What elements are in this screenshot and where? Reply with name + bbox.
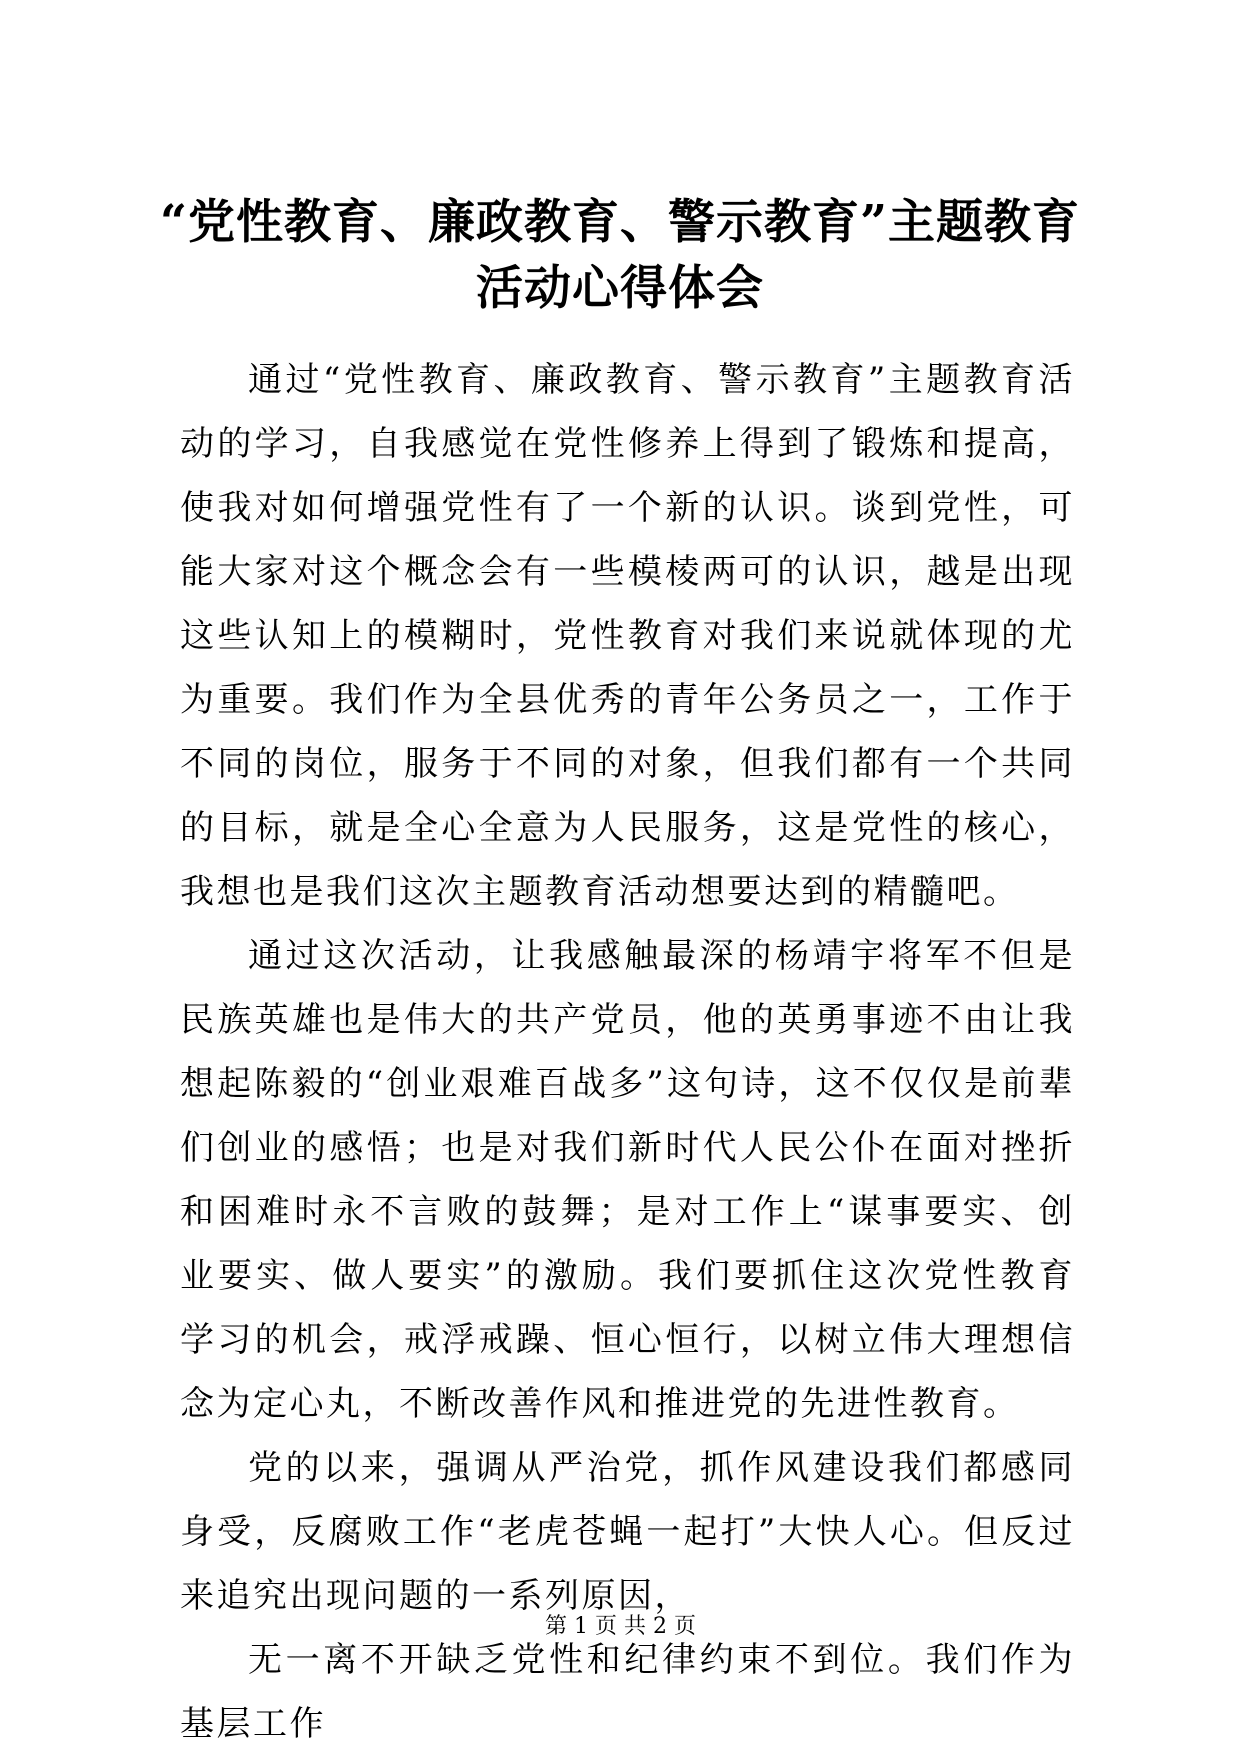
title-line-1: “党性教育、廉政教育、警示教育”主题教育 [159,195,1081,250]
paragraph-2: 通过这次活动，让我感触最深的杨靖宇将军不但是民族英雄也是伟大的共产党员，他的英勇事迹不由让我想起陈毅的“创业艰难百战多”这句诗，这不仅仅是前辈们创业的感悟；也是对我们新时代人民公仆在面对挫折和困难时永不言败的鼓舞；是对工作上“谋事要实、创业要实、做人要实”的激励。我们要抓住这次党性教育学习的机会，戒浮戒躁、恒心恒行，以树立伟大理想信念为定心丸，不断改善作风和推进党的先进性教育。 [180,936,1075,1424]
page-number-footer: 第 1 页 共 2 页 [545,1614,696,1639]
document-title [110,190,1130,322]
title-line-2: 活动心得体会 [476,261,764,316]
paragraph-4: 无一离不开缺乏党性和纪律约束不到位。我们作为基层工作 [180,1640,1075,1744]
paragraph-1: 通过“党性教育、廉政教育、警示教育”主题教育活动的学习，自我感觉在党性修养上得到了锻炼和提高，使我对如何增强党性有了一个新的认识。谈到党性，可能大家对这个概念会有一些模棱两可的认识，越是出现这些认知上的模糊时，党性教育对我们来说就体现的尤为重要。我们作为全县优秀的青年公务员之一，工作于不同的岗位，服务于不同的对象，但我们都有一个共同的目标，就是全心全意为人民服务，这是党性的核心，我想也是我们这次主题教育活动想要达到的精髓吧。 [180,360,1075,912]
document-body [180,348,1075,1756]
paragraph-3: 党的以来，强调从严治党，抓作风建设我们都感同身受，反腐败工作“老虎苍蝇一起打”大快人心。但反过来追究出现问题的一系列原因， [180,1448,1075,1616]
